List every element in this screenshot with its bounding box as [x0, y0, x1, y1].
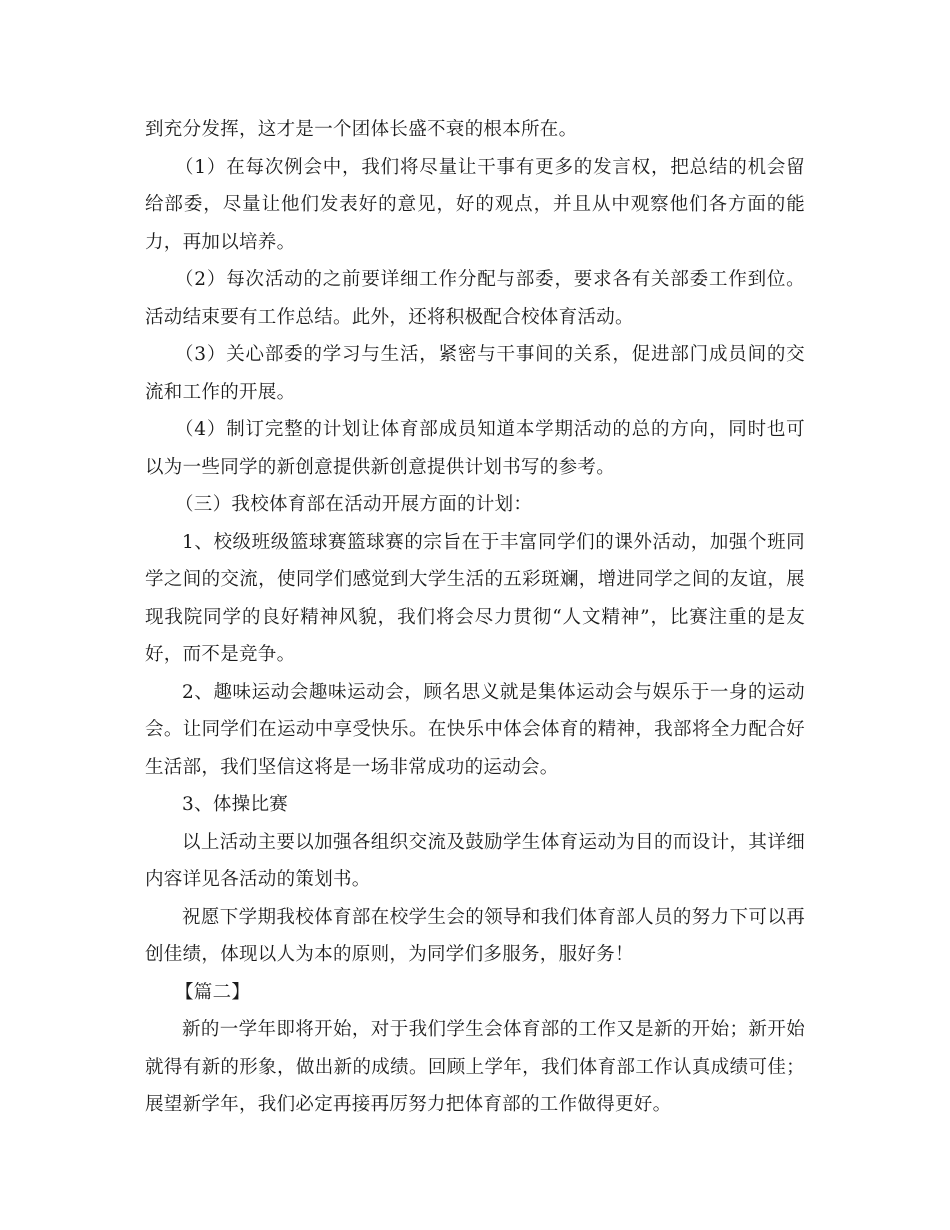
paragraph-item-1: （1）在每次例会中，我们将尽量让干事有更多的发言权，把总结的机会留给部委，尽量让他们发表好的意见，好的观点，并且从中观察他们各方面的能力，再加以培养。 — [145, 156, 805, 253]
section-heading-part-two: 【篇二】 — [175, 981, 251, 1003]
document-body — [145, 111, 805, 1124]
paragraph-item-4: （4）制订完整的计划让体育部成员知道本学期活动的总的方向，同时也可以为一些同学的新创意提供新创意提供计划书写的参考。 — [145, 419, 805, 478]
paragraph-gymnastics: 3、体操比赛 — [182, 794, 289, 815]
paragraph-fun-games: 2、趣味运动会趣味运动会，顾名思义就是集体运动会与娱乐于一身的运动会。让同学们在运动中享受快乐。在快乐中体会体育的精神，我部将全力配合好生活部，我们坚信这将是一场非常成功的运动会。 — [145, 681, 805, 778]
paragraph-summary: 以上活动主要以加强各组织交流及鼓励学生体育运动为目的而设计，其详细内容详见各活动的策划书。 — [145, 831, 805, 890]
paragraph-item-3: （3）关心部委的学习与生活，紧密与干事间的关系，促进部门成员间的交流和工作的开展。 — [145, 344, 805, 403]
paragraph-wishes: 祝愿下学期我校体育部在校学生会的领导和我们体育部人员的努力下可以再创佳绩，体现以人为本的原则，为同学们多服务，服好务！ — [145, 906, 805, 965]
paragraph-new-year: 新的一学年即将开始，对于我们学生会体育部的工作又是新的开始；新开始就得有新的形象，做出新的成绩。回顾上学年，我们体育部工作认真成绩可佳；展望新学年，我们必定再接再厉努力把体育部的工作做得更好。 — [145, 1019, 805, 1115]
paragraph-continuation: 到充分发挥，这才是一个团体长盛不衰的根本所在。 — [145, 119, 578, 140]
paragraph-item-2: （2）每次活动的之前要详细工作分配与部委，要求各有关部委工作到位。活动结束要有工作总结。此外，还将积极配合校体育活动。 — [145, 269, 805, 328]
paragraph-basketball: 1、校级班级篮球赛篮球赛的宗旨在于丰富同学们的课外活动，加强个班同学之间的交流，使同学们感觉到大学生活的五彩斑斓，增进同学之间的友谊，展现我院同学的良好精神风貌，我们将会尽力贯彻“人文精神”，比赛注重的是友好，而不是竞争。 — [145, 531, 805, 665]
section-heading-activity-plan: （三）我校体育部在活动开展方面的计划： — [175, 494, 533, 515]
